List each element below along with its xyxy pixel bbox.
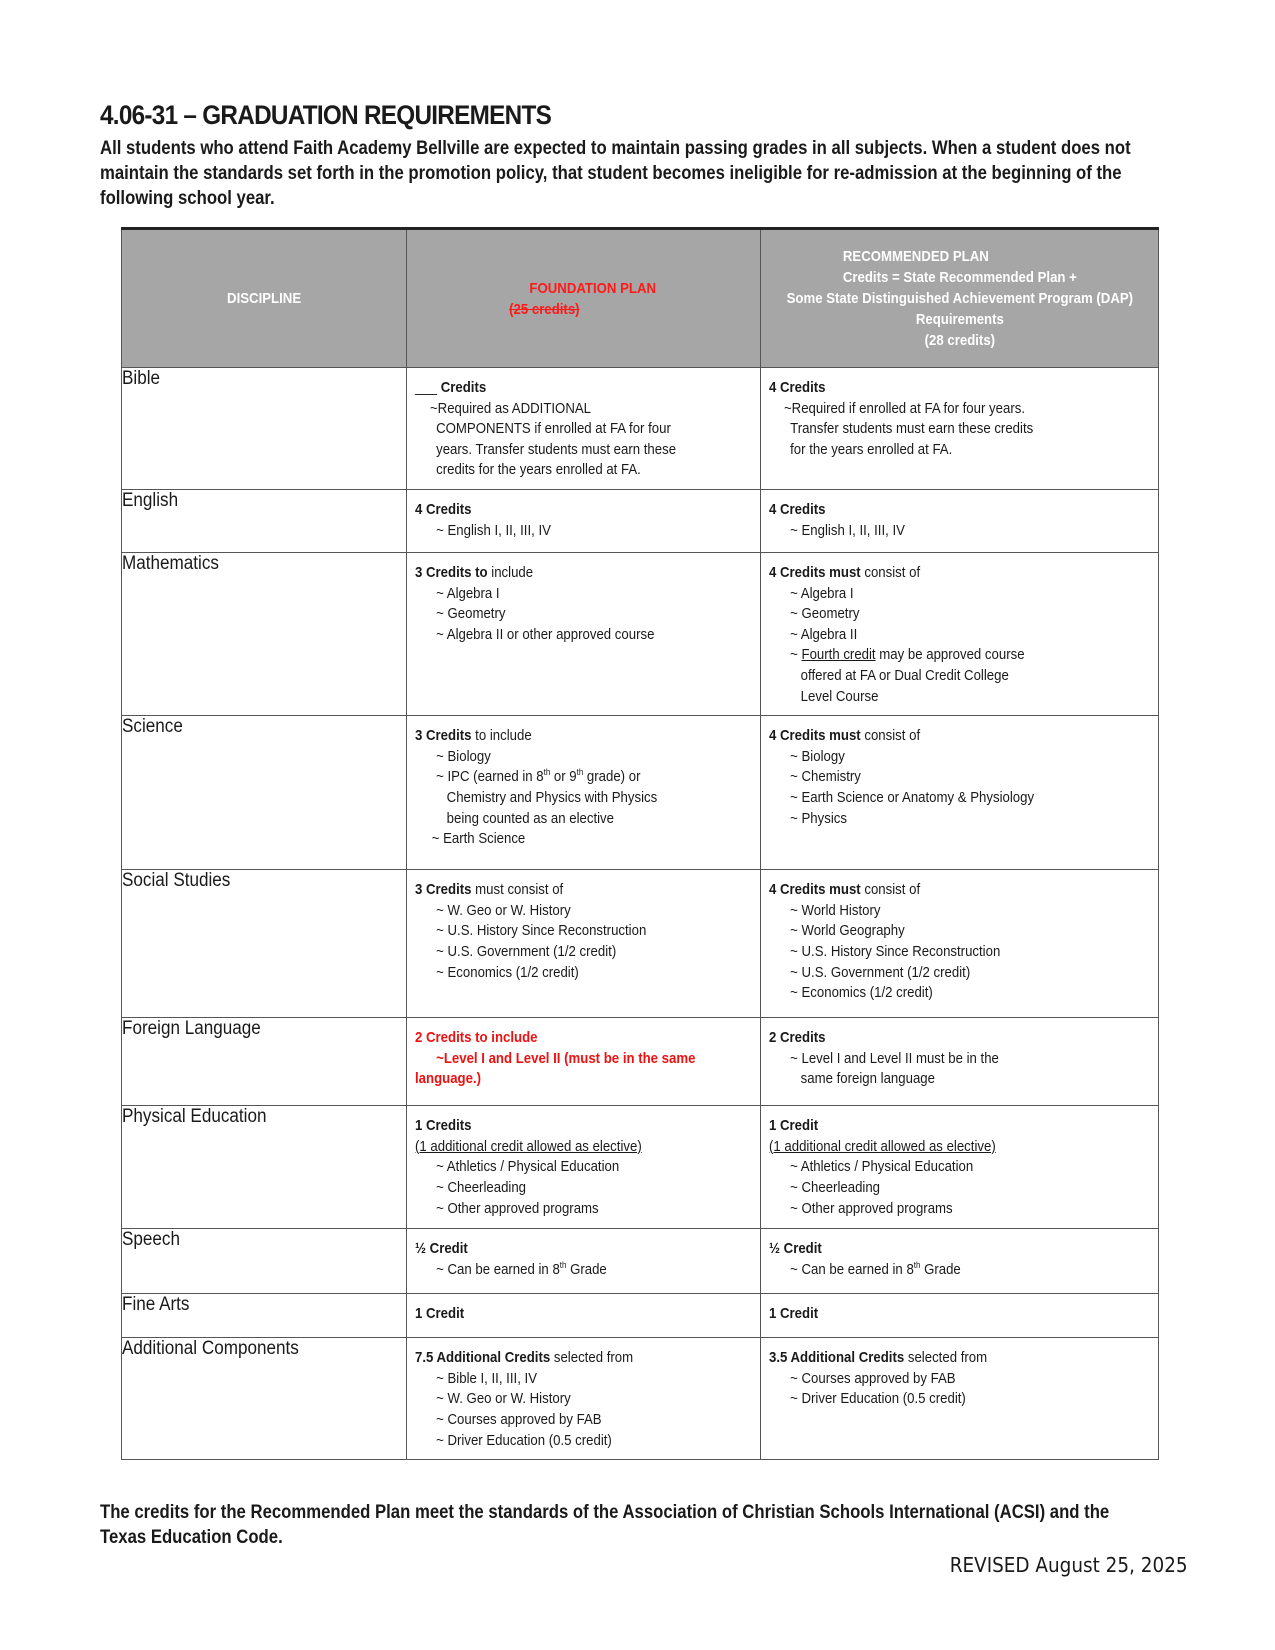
recommended-cell: [761, 1229, 1159, 1294]
requirement-line: ~ Physics: [790, 809, 847, 827]
requirement-line: ~ Chemistry: [790, 768, 861, 786]
credit-heading: ½ Credit: [415, 1240, 468, 1258]
recommended-cell: [761, 552, 1159, 715]
discipline-cell: [122, 368, 407, 490]
elective-note: (1 additional credit allowed as elective): [415, 1137, 642, 1155]
discipline-cell: [122, 552, 407, 715]
foundation-cell: [407, 1106, 761, 1229]
fourth-credit-underlined: Fourth credit: [801, 646, 876, 664]
requirement-line: [415, 767, 712, 788]
requirement-line: ~ Other approved programs: [790, 1199, 953, 1217]
requirement-line: ~ Algebra I: [436, 584, 500, 602]
credit-heading-rest: consist of: [860, 881, 921, 899]
requirement-line: ~Required if enrolled at FA for four years.: [783, 399, 1025, 417]
recommended-cell: [761, 1294, 1159, 1338]
header-discipline: DISCIPLINE: [122, 229, 407, 368]
credit-heading: 7.5 Additional Credits: [415, 1349, 551, 1367]
requirement-line: ~ Economics (1/2 credit): [790, 984, 933, 1002]
credit-heading: Credits: [440, 379, 487, 396]
recommended-cell: [761, 870, 1159, 1018]
discipline-label: Additional Components: [122, 1338, 299, 1360]
requirement-line: COMPONENTS if enrolled at FA for four: [436, 420, 671, 438]
requirement-line: ~Required as ADDITIONAL: [429, 399, 591, 417]
requirement-text: Grade: [566, 1260, 607, 1278]
discipline-cell: [122, 1106, 407, 1229]
table-row: [122, 870, 1159, 1018]
table-row: [122, 368, 1159, 490]
discipline-cell: [122, 489, 407, 552]
credit-heading: 4 Credits must: [769, 727, 861, 745]
requirement-line: Transfer students must earn these credits: [790, 420, 1034, 438]
credit-heading: 3 Credits: [415, 881, 472, 899]
requirement-line: ~ World Geography: [790, 922, 905, 940]
discipline-cell: [122, 1018, 407, 1106]
recommended-plan-title: RECOMMENDED PLAN: [842, 248, 989, 265]
recommended-cell: [761, 716, 1159, 870]
discipline-label: Science: [122, 716, 183, 738]
credit-heading: 1 Credit: [769, 1305, 819, 1323]
foundation-plan-title: FOUNDATION PLAN: [528, 279, 656, 297]
recommended-cell: [761, 1018, 1159, 1106]
credit-heading: 4 Credits: [769, 379, 826, 396]
revised-date: REVISED August 25, 2025: [950, 1553, 1188, 1577]
requirement-line: [415, 1260, 712, 1281]
requirement-line: ~ Other approved programs: [436, 1199, 599, 1217]
requirement-line: ~ Driver Education (0.5 credit): [436, 1431, 612, 1449]
requirement-line: years. Transfer students must earn these: [436, 440, 677, 458]
credit-heading-rest: include: [487, 563, 534, 581]
recommended-plan-dap: Some State Distinguished Achievement Program (DAP): [786, 290, 1133, 307]
foundation-cell: [407, 1018, 761, 1106]
requirement-line: ~ Bible I, II, III, IV: [436, 1369, 538, 1387]
credit-heading: 1 Credit: [769, 1117, 819, 1135]
requirement-line: may be approved course: [875, 646, 1025, 664]
discipline-label: Social Studies: [122, 870, 231, 892]
requirement-line: ~ Athletics / Physical Education: [790, 1158, 974, 1176]
credit-heading-rest: consist of: [860, 727, 921, 745]
ipc-text: grade) or: [583, 768, 641, 786]
foundation-cell: [407, 489, 761, 552]
discipline-label: Physical Education: [122, 1106, 267, 1128]
credit-heading: 2 Credits to include: [415, 1029, 538, 1047]
requirement-line: ~ Athletics / Physical Education: [436, 1158, 620, 1176]
discipline-cell: [122, 1338, 407, 1460]
graduation-requirements-table: [121, 227, 1159, 1460]
requirement-line: ~ U.S. Government (1/2 credit): [436, 942, 617, 960]
recommended-cell: [761, 1106, 1159, 1229]
requirement-text: ~ Can be earned in 8: [436, 1260, 560, 1278]
blank-credits-field: ___: [415, 379, 438, 396]
header-recommended-plan: [761, 229, 1159, 368]
recommended-cell: [761, 489, 1159, 552]
requirement-line: ~ World History: [790, 901, 881, 919]
requirement-line: ~ Driver Education (0.5 credit): [790, 1390, 966, 1408]
ordinal-suffix: th: [543, 767, 551, 778]
recommended-cell: [761, 368, 1159, 490]
requirement-line: ~ W. Geo or W. History: [436, 901, 571, 919]
recommended-cell: [761, 1338, 1159, 1460]
footer-note: The credits for the Recommended Plan meet the standards of the Association of Christian Schools International (ACSI) and the Texas Education Code.: [100, 1502, 1110, 1548]
requirement-line: language.): [415, 1070, 482, 1088]
discipline-label: Speech: [122, 1229, 181, 1251]
foundation-cell: [407, 1229, 761, 1294]
discipline-label: English: [122, 489, 179, 511]
discipline-cell: [122, 716, 407, 870]
requirement-line: ~ Earth Science or Anatomy & Physiology: [790, 788, 1035, 806]
requirement-line: same foreign language: [800, 1070, 935, 1088]
credit-heading-rest: must consist of: [471, 881, 564, 899]
credit-heading: 4 Credits: [769, 500, 826, 518]
table-row: [122, 552, 1159, 715]
requirement-line: being counted as an elective: [446, 809, 615, 827]
credit-heading: 1 Credits: [415, 1117, 472, 1135]
recommended-plan-requirements: Requirements: [915, 311, 1004, 328]
credit-heading: 2 Credits: [769, 1029, 826, 1047]
requirement-line: ~ U.S. Government (1/2 credit): [790, 963, 971, 981]
discipline-label: Mathematics: [122, 552, 219, 574]
requirement-text: Grade: [920, 1260, 961, 1278]
table-header-row: [122, 229, 1159, 368]
discipline-label: Fine Arts: [122, 1294, 190, 1316]
requirement-line: ~ Biology: [790, 747, 845, 765]
requirement-line: credits for the years enrolled at FA.: [436, 461, 641, 479]
requirement-line: ~ Courses approved by FAB: [790, 1369, 956, 1387]
table-row: [122, 1018, 1159, 1106]
table-row: [122, 716, 1159, 870]
requirement-line: Chemistry and Physics with Physics: [446, 788, 658, 806]
credit-heading-rest: selected from: [550, 1349, 634, 1367]
ipc-text: ~ IPC (earned in 8: [436, 768, 544, 786]
foundation-cell: [407, 368, 761, 490]
ordinal-suffix: th: [576, 767, 584, 778]
credit-heading-rest: selected from: [904, 1349, 988, 1367]
foundation-cell: [407, 552, 761, 715]
discipline-label: Foreign Language: [122, 1018, 261, 1040]
discipline-label: Bible: [122, 368, 161, 389]
table-row: [122, 1294, 1159, 1338]
requirement-text: ~ Can be earned in 8: [790, 1260, 914, 1278]
discipline-cell: [122, 1229, 407, 1294]
credit-heading: 1 Credit: [415, 1305, 465, 1323]
requirement-line: ~ Cheerleading: [436, 1178, 527, 1196]
credit-heading: 4 Credits must: [769, 563, 861, 581]
table-row: [122, 1229, 1159, 1294]
recommended-plan-credits: (28 credits): [924, 332, 995, 349]
page-title: 4.06-31 – GRADUATION REQUIREMENTS: [100, 100, 552, 130]
foundation-cell: [407, 1294, 761, 1338]
requirement-line: ~ Algebra II: [790, 625, 858, 643]
requirement-line: ~ Geometry: [436, 605, 506, 623]
foundation-cell: [407, 870, 761, 1018]
credit-heading: ½ Credit: [769, 1240, 822, 1258]
requirement-line: ~ U.S. History Since Reconstruction: [790, 942, 1001, 960]
requirement-line: ~ Earth Science: [431, 830, 526, 848]
ordinal-suffix: th: [559, 1259, 567, 1270]
discipline-cell: [122, 1294, 407, 1338]
credit-heading: 3 Credits: [415, 727, 472, 745]
table-row: [122, 1106, 1159, 1229]
credit-heading: 4 Credits: [415, 500, 472, 518]
ordinal-suffix: th: [913, 1259, 921, 1270]
elective-note: (1 additional credit allowed as elective): [769, 1137, 996, 1155]
requirement-line: ~ Level I and Level II must be in the: [790, 1049, 999, 1067]
credit-heading-rest: consist of: [860, 563, 921, 581]
requirement-line: ~ Algebra I: [790, 584, 854, 602]
credit-heading: 3 Credits to: [415, 563, 488, 581]
requirement-line: offered at FA or Dual Credit College: [800, 666, 1009, 684]
requirement-line: ~ Geometry: [790, 605, 860, 623]
requirement-line: ~ Cheerleading: [790, 1178, 881, 1196]
requirement-line: ~ Biology: [436, 747, 491, 765]
credit-heading: 4 Credits must: [769, 881, 861, 899]
requirement-line: ~ Economics (1/2 credit): [436, 963, 579, 981]
tilde-prefix: ~: [790, 646, 802, 664]
requirement-line: ~Level I and Level II (must be in the same: [436, 1049, 696, 1067]
foundation-plan-credits: (25 credits): [508, 300, 580, 318]
requirement-line: Level Course: [800, 687, 879, 705]
requirement-line: ~ Courses approved by FAB: [436, 1410, 602, 1428]
table-row: [122, 489, 1159, 552]
intro-paragraph: All students who attend Faith Academy Bellville are expected to maintain passing grades in all subjects. When a student does not maintain the standards set forth in the promotion policy, that student becomes ineligible for re-admission at the beginning of the following school year.: [100, 138, 1131, 209]
recommended-plan-subtitle: Credits = State Recommended Plan +: [842, 269, 1077, 286]
requirement-line: ~ Algebra II or other approved course: [436, 625, 655, 643]
ipc-text: or 9: [550, 768, 577, 786]
requirement-line: ~ English I, II, III, IV: [436, 521, 551, 539]
requirement-line: for the years enrolled at FA.: [790, 440, 953, 458]
discipline-cell: [122, 870, 407, 1018]
table-row: [122, 1338, 1159, 1460]
requirement-line: ~ W. Geo or W. History: [436, 1390, 571, 1408]
requirement-line: [769, 1260, 1104, 1281]
requirement-line: ~ English I, II, III, IV: [790, 521, 905, 539]
foundation-cell: [407, 716, 761, 870]
foundation-cell: [407, 1338, 761, 1460]
requirement-line: ~ U.S. History Since Reconstruction: [436, 922, 647, 940]
credit-heading-rest: to include: [471, 727, 532, 745]
header-foundation-plan: [407, 229, 761, 368]
credit-heading: 3.5 Additional Credits: [769, 1349, 905, 1367]
